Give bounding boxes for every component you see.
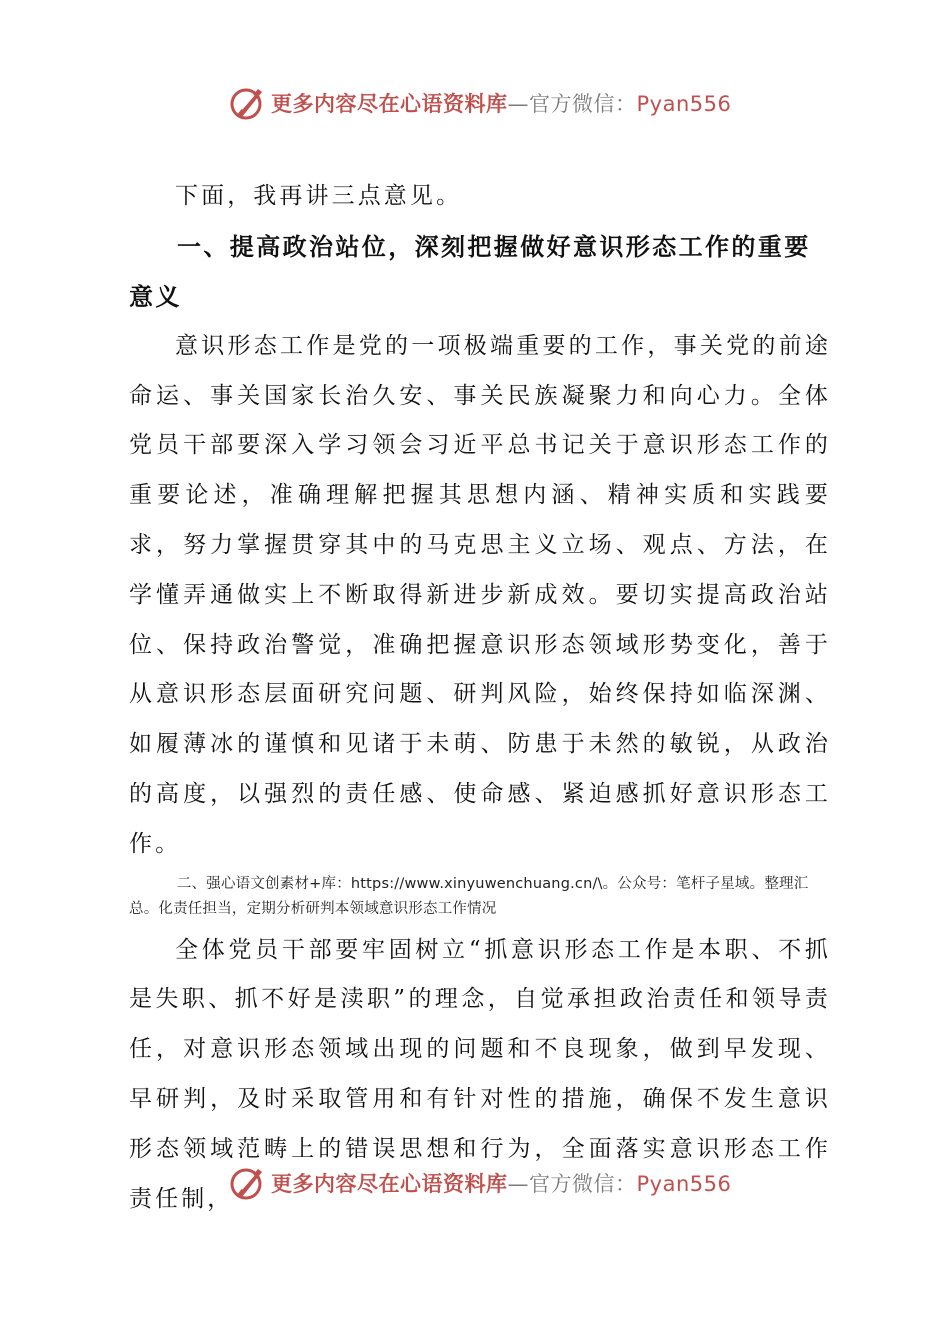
banner-contact-id: Pyan556 [636, 1172, 732, 1196]
banner-highlight: 更多内容尽在心语资料库 [271, 91, 508, 116]
banner-text [271, 88, 731, 118]
section-heading-1: 一、提高政治站位，深刻把握做好意识形态工作的重要意义 [129, 232, 811, 311]
body-paragraph-1: 意识形态工作是党的一项极端重要的工作，事关党的前途命运、事关国家长治久安、事关民族凝聚力和向心力。全体党员干部要深入学习领会习近平总书记关于意识形态工作的重要论述，准确理解把握其思想内涵、精神实质和实践要求，努力掌握贯穿其中的马克思主义立场、观点、方法，在学懂弄通做实上不断取得新进步新成效。要切实提高政治站位、保持政治警觉，准确把握意识形态领域形势变化，善于从意识形态层面研究问题、研判风险，始终保持如临深渊、如履薄冰的谨慎和见诸于未萌、防患于未然的敏锐，从政治的高度，以强烈的责任感、使命感、紧迫感抓好意识形态工作。 [129, 332, 831, 857]
body-paragraph-2: 全体党员干部要牢固树立“抓意识形态工作是本职、不抓是失职、抓不好是渎职”的理念，自觉承担政治责任和领导责任，对意识形态领域出现的问题和不良现象，做到早发现、早研判，及时采取管用和有针对性的措施，确保不发生意识形态领域范畴上的错误思想和行为，全面落实意识形态工作责任制， [129, 936, 831, 1212]
banner-highlight: 更多内容尽在心语资料库 [271, 1171, 508, 1196]
quill-logo-icon [228, 1163, 268, 1203]
banner-contact-id: Pyan556 [636, 92, 732, 116]
document-body [129, 172, 831, 1224]
banner-contact-label: 官方微信： [529, 92, 637, 116]
footer-banner [0, 1160, 950, 1204]
watermark-note: 二、强心语文创素材+库：https://www.xinyuwenchuang.cn/\。公众号：笔杆子星域。整理汇总。化责任担当，定期分析研判本领域意识形态工作情况 [129, 875, 809, 917]
intro-paragraph: 下面，我再讲三点意见。 [175, 183, 463, 209]
header-banner [0, 80, 950, 124]
banner-dash: — [507, 92, 529, 116]
quill-logo-icon [228, 83, 268, 123]
banner-dash: — [507, 1172, 529, 1196]
banner-contact-label: 官方微信： [529, 1172, 637, 1196]
banner-text [271, 1168, 731, 1198]
